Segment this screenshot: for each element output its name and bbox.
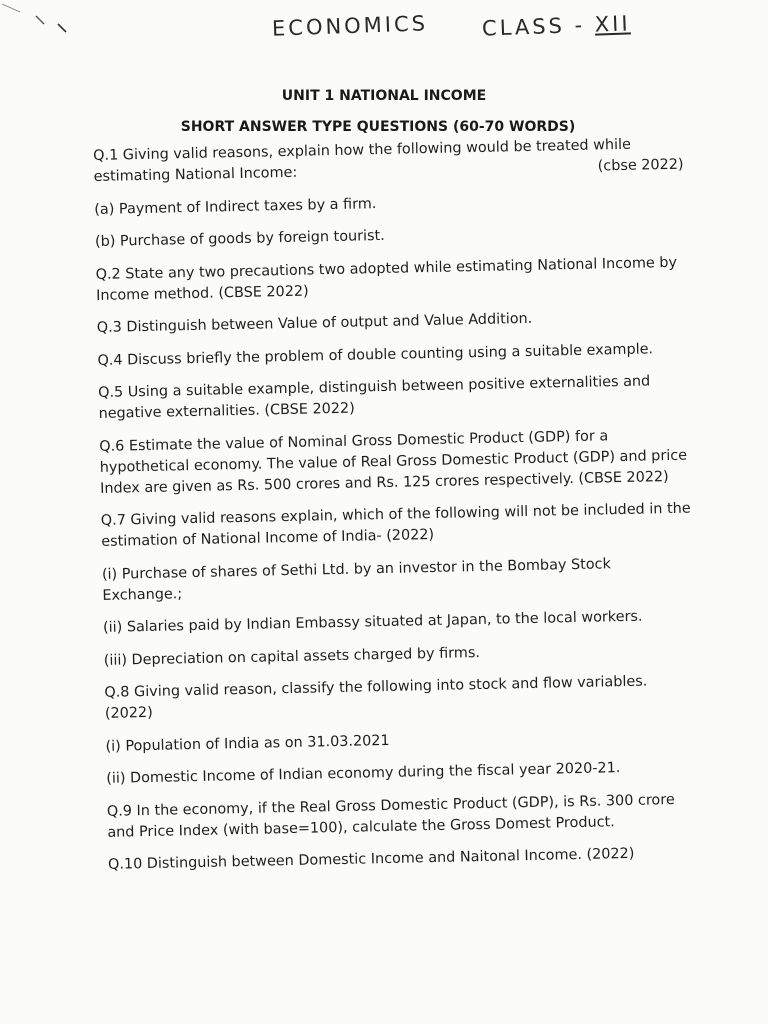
question-2: Q.2 State any two precautions two adopted while estimating National Income by Income method. (CBSE 2022)	[95, 254, 678, 304]
question-text: Q.1 Giving valid reasons, explain how the following would be treated while estimating National Income:	[93, 136, 632, 185]
question-4: Q.4 Discuss briefly the problem of double counting using a suitable example.	[97, 340, 654, 369]
question-6: Q.6 Estimate the value of Nominal Gross Domestic Product (GDP) for a hypothetical economy. The value of Real Gross Domestic Product (GDP) and price Index are given as Rs. 500 crores and Rs. 125 crores respectively. (CBSE 2022)	[99, 427, 688, 497]
unit-title: UNIT 1 NATIONAL INCOME	[281, 88, 487, 104]
sub-item-iii: (iii) Depreciation on capital assets charged by firms.	[103, 644, 481, 669]
question-9: Q.9 In the economy, if the Real Gross Domestic Product (GDP), is Rs. 300 crore and Price Index (with base=100), calculate the Gross Domest Product.	[106, 791, 675, 841]
question-8: Q.8 Giving valid reason, classify the following into stock and flow variables. (2022)	[104, 673, 648, 722]
question-list	[93, 134, 698, 888]
question-10: Q.10 Distinguish between Domestic Income and Naitonal Income. (2022)	[107, 845, 635, 873]
sub-item-i: (i) Purchase of shares of Sethi Ltd. by an investor in the Bombay Stock Exchange.;	[101, 555, 611, 604]
question-3: Q.3 Distinguish between Value of output and Value Addition.	[96, 310, 533, 336]
pen-stroke-mark	[0, 0, 80, 40]
sub-item-ii: (ii) Salaries paid by Indian Embassy situated at Japan, to the local workers.	[102, 608, 643, 636]
handwritten-class	[482, 11, 631, 40]
question-5: Q.5 Using a suitable example, distinguish between positive externalities and negative externalities. (CBSE 2022)	[98, 373, 651, 422]
handwritten-subject: ECONOMICS	[271, 11, 429, 41]
sub-item-b: (b) Purchase of goods by foreign tourist.	[94, 227, 385, 250]
sub-item-i: (i) Population of India as on 31.03.2021	[105, 732, 390, 755]
sub-item-ii: (ii) Domestic Income of Indian economy during the fiscal year 2020-21.	[106, 760, 621, 787]
section-title: SHORT ANSWER TYPE QUESTIONS (60-70 WORDS)	[180, 119, 576, 135]
sub-item-a: (a) Payment of Indirect taxes by a firm.	[94, 195, 377, 218]
question-1	[93, 134, 684, 188]
question-reference: (cbse 2022)	[597, 156, 684, 175]
class-label: CLASS -	[481, 13, 586, 41]
class-number: XII	[594, 11, 631, 37]
question-7: Q.7 Giving valid reasons explain, which of the following will not be included in the estimation of National Income of India- (2022)	[100, 500, 691, 550]
